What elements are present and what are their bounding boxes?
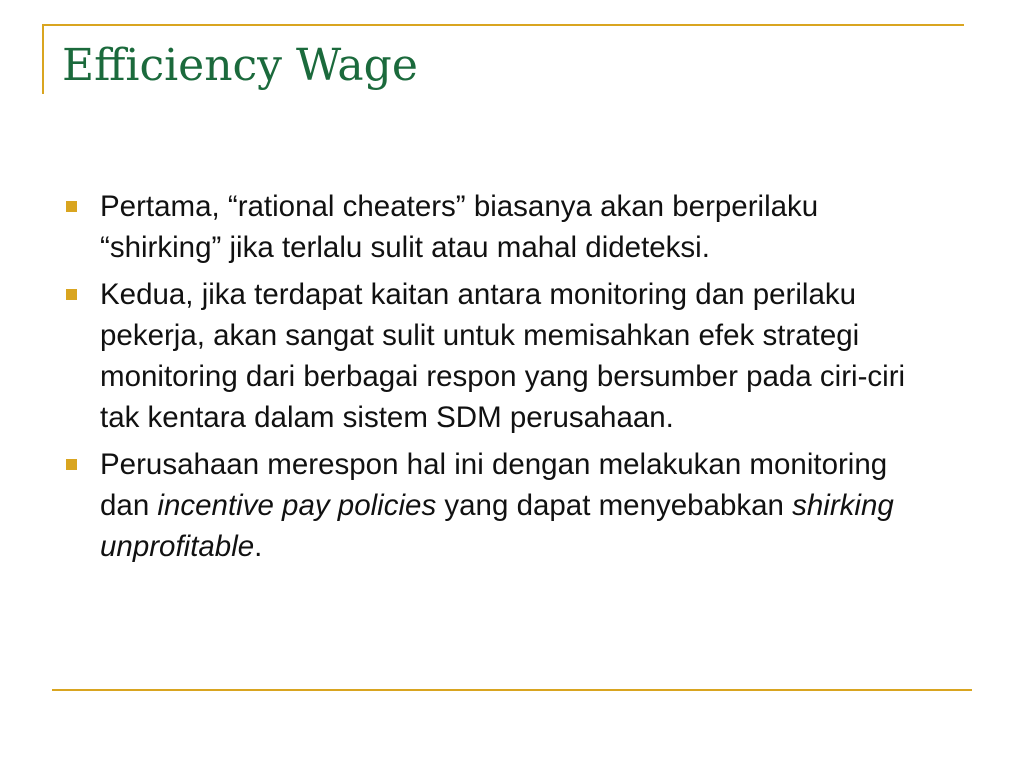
bullet-text: Kedua, jika terdapat kaitan antara monitoring dan perilaku pekerja, akan sangat sulit untuk memisahkan efek strategi monitoring dari berbagai respon yang bersumber pada ciri-ciri tak kentara dalam sistem SDM perusahaan. xyxy=(100,278,906,434)
bullet-text: Pertama, “rational cheaters” biasanya akan berperilaku “shirking” jika terlalu sulit atau mahal dideteksi. xyxy=(100,190,819,264)
left-accent-rule xyxy=(42,24,44,94)
bullet-text-part: Perusahaan merespon hal ini dengan melakukan monitoring dan xyxy=(100,448,888,522)
top-accent-rule xyxy=(42,24,964,26)
square-bullet-icon xyxy=(66,289,77,300)
bullet-text-italic: shirking unprofitable xyxy=(100,489,894,563)
square-bullet-icon xyxy=(66,201,77,212)
bullet-item-company-response xyxy=(62,444,942,567)
square-bullet-icon xyxy=(66,459,77,470)
slide-title: Efficiency Wage xyxy=(62,40,418,91)
bullet-item-rational-cheaters xyxy=(62,186,942,268)
bullet-text-italic: incentive pay policies xyxy=(157,489,437,522)
bottom-accent-rule xyxy=(52,689,972,691)
bullet-text-part: yang dapat menyebabkan xyxy=(436,489,793,522)
bullet-list xyxy=(62,186,942,573)
bullet-text-part: . xyxy=(254,530,263,563)
bullet-item-monitoring-link xyxy=(62,274,942,438)
